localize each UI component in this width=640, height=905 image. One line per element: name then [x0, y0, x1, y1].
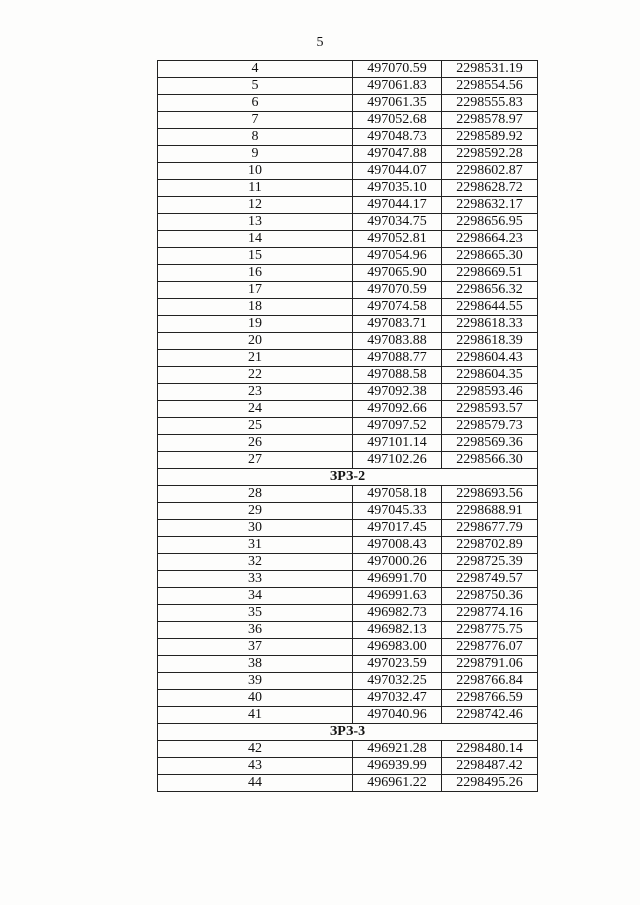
x-coordinate-cell: 497074.58	[353, 299, 442, 316]
y-coordinate-cell: 2298688.91	[442, 503, 538, 520]
point-number-cell: 20	[158, 333, 353, 350]
y-coordinate-cell: 2298766.59	[442, 690, 538, 707]
y-coordinate-cell: 2298664.23	[442, 231, 538, 248]
x-coordinate-cell: 497065.90	[353, 265, 442, 282]
y-coordinate-cell: 2298677.79	[442, 520, 538, 537]
y-coordinate-cell: 2298618.33	[442, 316, 538, 333]
table-row	[158, 418, 538, 435]
table-row	[158, 248, 538, 265]
x-coordinate-cell: 497092.66	[353, 401, 442, 418]
y-coordinate-cell: 2298656.95	[442, 214, 538, 231]
point-number-cell: 23	[158, 384, 353, 401]
y-coordinate-cell: 2298749.57	[442, 571, 538, 588]
point-number-cell: 17	[158, 282, 353, 299]
y-coordinate-cell: 2298791.06	[442, 656, 538, 673]
y-coordinate-cell: 2298602.87	[442, 163, 538, 180]
y-coordinate-cell: 2298555.83	[442, 95, 538, 112]
point-number-cell: 33	[158, 571, 353, 588]
coordinates-table-body	[158, 61, 538, 792]
table-row	[158, 78, 538, 95]
section-title: ЗРЗ-3	[158, 724, 538, 741]
table-row	[158, 673, 538, 690]
x-coordinate-cell: 497035.10	[353, 180, 442, 197]
table-row	[158, 435, 538, 452]
point-number-cell: 40	[158, 690, 353, 707]
y-coordinate-cell: 2298742.46	[442, 707, 538, 724]
x-coordinate-cell: 496921.28	[353, 741, 442, 758]
page-number: 5	[316, 35, 324, 50]
point-number-cell: 42	[158, 741, 353, 758]
table-row	[158, 707, 538, 724]
x-coordinate-cell: 497044.17	[353, 197, 442, 214]
table-row	[158, 180, 538, 197]
y-coordinate-cell: 2298593.46	[442, 384, 538, 401]
table-row	[158, 282, 538, 299]
table-row	[158, 571, 538, 588]
point-number-cell: 15	[158, 248, 353, 265]
table-row	[158, 486, 538, 503]
y-coordinate-cell: 2298693.56	[442, 486, 538, 503]
x-coordinate-cell: 497052.68	[353, 112, 442, 129]
section-header-row	[158, 724, 538, 741]
y-coordinate-cell: 2298656.32	[442, 282, 538, 299]
x-coordinate-cell: 497088.77	[353, 350, 442, 367]
point-number-cell: 37	[158, 639, 353, 656]
y-coordinate-cell: 2298579.73	[442, 418, 538, 435]
table-row	[158, 622, 538, 639]
x-coordinate-cell: 497088.58	[353, 367, 442, 384]
point-number-cell: 25	[158, 418, 353, 435]
x-coordinate-cell: 497040.96	[353, 707, 442, 724]
x-coordinate-cell: 497070.59	[353, 61, 442, 78]
x-coordinate-cell: 497102.26	[353, 452, 442, 469]
x-coordinate-cell: 497000.26	[353, 554, 442, 571]
x-coordinate-cell: 497023.59	[353, 656, 442, 673]
y-coordinate-cell: 2298618.39	[442, 333, 538, 350]
point-number-cell: 28	[158, 486, 353, 503]
point-number-cell: 24	[158, 401, 353, 418]
table-row	[158, 214, 538, 231]
table-row	[158, 231, 538, 248]
point-number-cell: 41	[158, 707, 353, 724]
table-row	[158, 537, 538, 554]
x-coordinate-cell: 497083.88	[353, 333, 442, 350]
y-coordinate-cell: 2298775.75	[442, 622, 538, 639]
point-number-cell: 22	[158, 367, 353, 384]
y-coordinate-cell: 2298774.16	[442, 605, 538, 622]
point-number-cell: 10	[158, 163, 353, 180]
point-number-cell: 39	[158, 673, 353, 690]
x-coordinate-cell: 496939.99	[353, 758, 442, 775]
y-coordinate-cell: 2298593.57	[442, 401, 538, 418]
table-row	[158, 299, 538, 316]
point-number-cell: 44	[158, 775, 353, 792]
table-row	[158, 401, 538, 418]
section-title: ЗРЗ-2	[158, 469, 538, 486]
point-number-cell: 35	[158, 605, 353, 622]
x-coordinate-cell: 497032.47	[353, 690, 442, 707]
point-number-cell: 43	[158, 758, 353, 775]
y-coordinate-cell: 2298566.30	[442, 452, 538, 469]
x-coordinate-cell: 497083.71	[353, 316, 442, 333]
y-coordinate-cell: 2298644.55	[442, 299, 538, 316]
y-coordinate-cell: 2298569.36	[442, 435, 538, 452]
point-number-cell: 32	[158, 554, 353, 571]
point-number-cell: 5	[158, 78, 353, 95]
y-coordinate-cell: 2298554.56	[442, 78, 538, 95]
table-row	[158, 197, 538, 214]
table-row	[158, 350, 538, 367]
x-coordinate-cell: 496983.00	[353, 639, 442, 656]
x-coordinate-cell: 496991.63	[353, 588, 442, 605]
y-coordinate-cell: 2298604.35	[442, 367, 538, 384]
table-row	[158, 367, 538, 384]
table-row	[158, 384, 538, 401]
x-coordinate-cell: 497048.73	[353, 129, 442, 146]
x-coordinate-cell: 497034.75	[353, 214, 442, 231]
point-number-cell: 12	[158, 197, 353, 214]
table-row	[158, 265, 538, 282]
y-coordinate-cell: 2298702.89	[442, 537, 538, 554]
y-coordinate-cell: 2298632.17	[442, 197, 538, 214]
table-row	[158, 333, 538, 350]
y-coordinate-cell: 2298592.28	[442, 146, 538, 163]
table-row	[158, 452, 538, 469]
point-number-cell: 16	[158, 265, 353, 282]
y-coordinate-cell: 2298665.30	[442, 248, 538, 265]
table-row	[158, 758, 538, 775]
table-row	[158, 112, 538, 129]
table-row	[158, 775, 538, 792]
table-row	[158, 554, 538, 571]
x-coordinate-cell: 496982.13	[353, 622, 442, 639]
coordinates-table	[157, 60, 538, 792]
point-number-cell: 4	[158, 61, 353, 78]
y-coordinate-cell: 2298776.07	[442, 639, 538, 656]
point-number-cell: 13	[158, 214, 353, 231]
point-number-cell: 18	[158, 299, 353, 316]
table-row	[158, 163, 538, 180]
point-number-cell: 7	[158, 112, 353, 129]
table-row	[158, 605, 538, 622]
table-row	[158, 690, 538, 707]
x-coordinate-cell: 497101.14	[353, 435, 442, 452]
point-number-cell: 14	[158, 231, 353, 248]
x-coordinate-cell: 497061.35	[353, 95, 442, 112]
x-coordinate-cell: 497054.96	[353, 248, 442, 265]
y-coordinate-cell: 2298604.43	[442, 350, 538, 367]
point-number-cell: 11	[158, 180, 353, 197]
y-coordinate-cell: 2298589.92	[442, 129, 538, 146]
x-coordinate-cell: 496982.73	[353, 605, 442, 622]
table-row	[158, 520, 538, 537]
y-coordinate-cell: 2298480.14	[442, 741, 538, 758]
table-row	[158, 316, 538, 333]
point-number-cell: 9	[158, 146, 353, 163]
point-number-cell: 30	[158, 520, 353, 537]
point-number-cell: 36	[158, 622, 353, 639]
y-coordinate-cell: 2298750.36	[442, 588, 538, 605]
x-coordinate-cell: 497061.83	[353, 78, 442, 95]
point-number-cell: 27	[158, 452, 353, 469]
x-coordinate-cell: 497032.25	[353, 673, 442, 690]
x-coordinate-cell: 497017.45	[353, 520, 442, 537]
y-coordinate-cell: 2298531.19	[442, 61, 538, 78]
table-row	[158, 95, 538, 112]
x-coordinate-cell: 497045.33	[353, 503, 442, 520]
x-coordinate-cell: 497008.43	[353, 537, 442, 554]
table-row	[158, 639, 538, 656]
point-number-cell: 29	[158, 503, 353, 520]
point-number-cell: 31	[158, 537, 353, 554]
x-coordinate-cell: 497044.07	[353, 163, 442, 180]
table-row	[158, 588, 538, 605]
y-coordinate-cell: 2298669.51	[442, 265, 538, 282]
x-coordinate-cell: 496991.70	[353, 571, 442, 588]
point-number-cell: 6	[158, 95, 353, 112]
table-row	[158, 129, 538, 146]
x-coordinate-cell: 497092.38	[353, 384, 442, 401]
y-coordinate-cell: 2298766.84	[442, 673, 538, 690]
y-coordinate-cell: 2298578.97	[442, 112, 538, 129]
section-header-row	[158, 469, 538, 486]
point-number-cell: 38	[158, 656, 353, 673]
x-coordinate-cell: 497097.52	[353, 418, 442, 435]
point-number-cell: 34	[158, 588, 353, 605]
table-row	[158, 146, 538, 163]
table-row	[158, 503, 538, 520]
point-number-cell: 21	[158, 350, 353, 367]
table-row	[158, 741, 538, 758]
x-coordinate-cell: 497070.59	[353, 282, 442, 299]
table-row	[158, 61, 538, 78]
y-coordinate-cell: 2298487.42	[442, 758, 538, 775]
point-number-cell: 26	[158, 435, 353, 452]
y-coordinate-cell: 2298628.72	[442, 180, 538, 197]
x-coordinate-cell: 497058.18	[353, 486, 442, 503]
point-number-cell: 8	[158, 129, 353, 146]
table-row	[158, 656, 538, 673]
y-coordinate-cell: 2298495.26	[442, 775, 538, 792]
x-coordinate-cell: 497052.81	[353, 231, 442, 248]
x-coordinate-cell: 497047.88	[353, 146, 442, 163]
point-number-cell: 19	[158, 316, 353, 333]
x-coordinate-cell: 496961.22	[353, 775, 442, 792]
y-coordinate-cell: 2298725.39	[442, 554, 538, 571]
